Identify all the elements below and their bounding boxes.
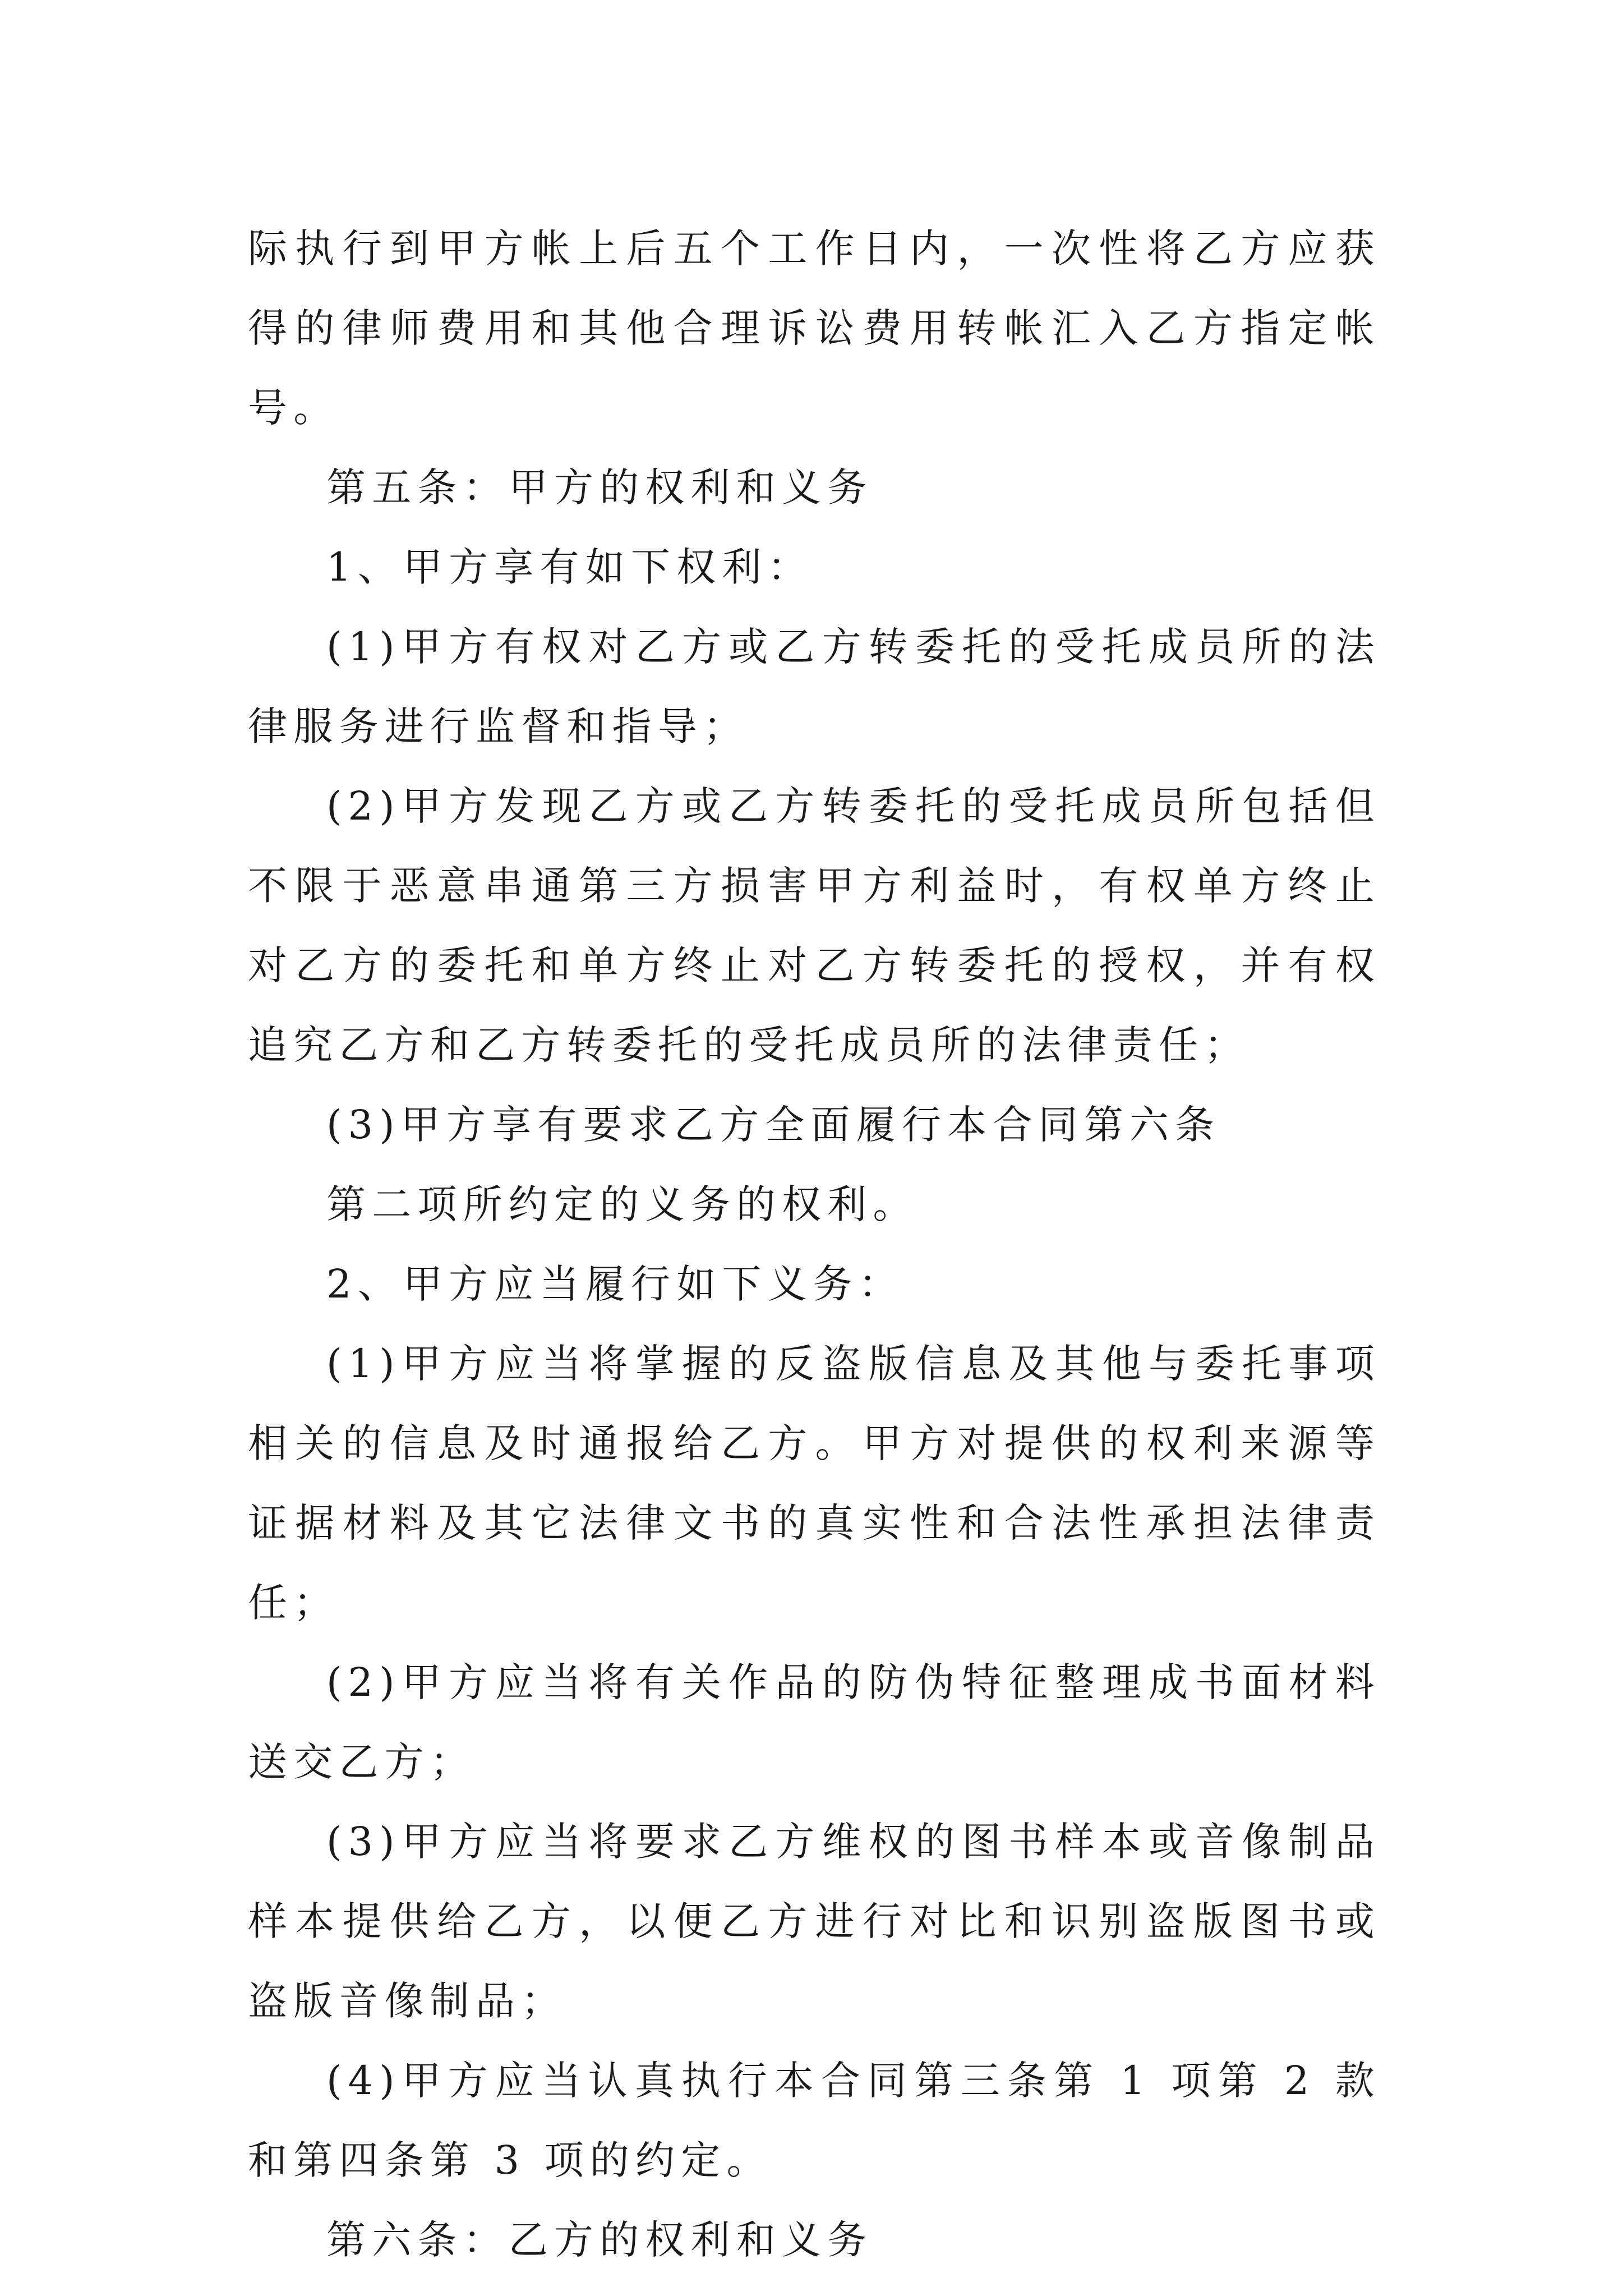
subheading-party-a-rights: 1、甲方享有如下权利： [326, 544, 813, 590]
clause-obligations-4: (4)甲方应当认真执行本合同第三条第 1 项第 2 款和第四条第 3 项的约定。 [248, 2058, 1381, 2183]
clause-rights-2: (2)甲方发现乙方或乙方转委托的受托成员所包括但不限于恶意串通第三方损害甲方利益时，有权单方终止对乙方的委托和单方终止对乙方转委托的授权，并有权追究乙方和乙方转委托的受托成员所的法律责任； [248, 783, 1381, 1068]
section-heading-article-5: 第五条：甲方的权利和义务 [326, 464, 873, 510]
section-heading-article-6: 第六条：乙方的权利和义务 [326, 2217, 873, 2263]
paragraph-1: 际执行到甲方帐上后五个工作日内，一次性将乙方应获得的律师费用和其他合理诉讼费用转帐汇入乙方指定帐号。 [248, 226, 1381, 431]
clause-obligations-3: (3)甲方应当将要求乙方维权的图书样本或音像制品样本提供给乙方，以便乙方进行对比和识别盗版图书或盗版音像制品； [248, 1819, 1381, 2024]
clause-rights-3-continued: 第二项所约定的义务的权利。 [326, 1181, 919, 1227]
clause-obligations-1: (1)甲方应当将掌握的反盗版信息及其他与委托事项相关的信息及时通报给乙方。甲方对提供的权利来源等证据材料及其它法律文书的真实性和合法性承担法律责任； [248, 1341, 1381, 1626]
clause-obligations-2: (2)甲方应当将有关作品的防伪特征整理成书面材料送交乙方； [248, 1659, 1381, 1785]
document-body [248, 209, 1381, 2280]
subheading-party-a-obligations: 2、甲方应当履行如下义务： [326, 1261, 905, 1307]
clause-rights-1: (1)甲方有权对乙方或乙方转委托的受托成员所的法律服务进行监督和指导； [248, 624, 1381, 749]
clause-rights-3: (3)甲方享有要求乙方全面履行本合同第六条 [326, 1102, 1221, 1148]
